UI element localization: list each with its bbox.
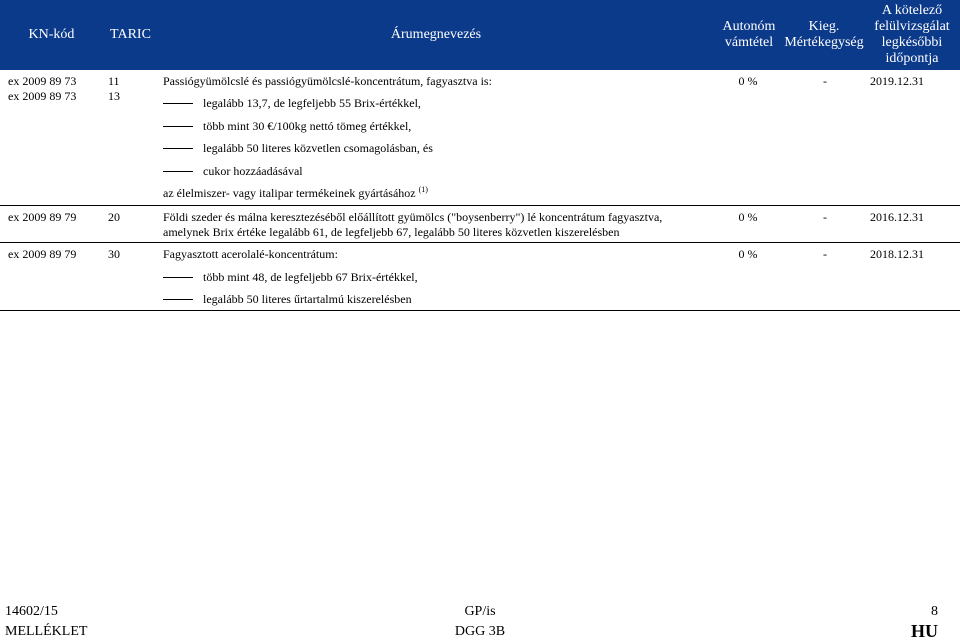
kn-code-cell: ex 2009 89 79 [8, 247, 77, 261]
row-divider [0, 205, 960, 206]
supplementary-unit-cell: - [823, 74, 827, 88]
header-description: Árumegnevezés [390, 27, 482, 42]
annex-label: MELLÉKLET [5, 624, 88, 639]
row-divider [0, 242, 960, 243]
list-item: több mint 48, de legfeljebb 67 Brix-értékkel, [163, 270, 711, 285]
autonomous-duty-cell: 0 % [738, 74, 758, 88]
list-item: legalább 13,7, de legfeljebb 55 Brix-értékkel, [163, 96, 711, 111]
document-number: 14602/15 [5, 604, 58, 619]
autonomous-duty-cell: 0 % [738, 247, 758, 261]
header-kn-code: KN-kód [28, 27, 75, 42]
header-supplementary-unit: Kieg. Mértékegység [784, 19, 864, 50]
footnote-line: az élelmiszer- vagy italipar termékeinek gyártásához $^{(1)}$ [163, 185, 428, 200]
list-item: cukor hozzáadásával [163, 164, 711, 179]
review-date-cell: 2016.12.31 [870, 210, 924, 224]
header-review-date: A kötelező felülvizsgálat legkésőbbi időpontja [874, 3, 950, 66]
dg-label: DGG 3B [454, 624, 506, 639]
taric-cell: 20 [108, 210, 120, 224]
review-date-cell: 2019.12.31 [870, 74, 924, 88]
header-taric: TARIC [110, 27, 151, 42]
taric-cell: 30 [108, 247, 120, 261]
header-autonomous-duty: Autonóm vámtétel [722, 19, 776, 50]
table-header [0, 0, 960, 70]
taric-cell: 11 13 [108, 74, 120, 103]
list-item: több mint 30 €/100kg nettó tömeg értékkel, [163, 119, 711, 134]
supplementary-unit-cell: - [823, 247, 827, 261]
list-item: legalább 50 literes űrtartalmú kiszerelésben [163, 292, 711, 307]
page-number: 8 [931, 604, 938, 619]
list-item: legalább 50 literes közvetlen csomagolásban, és [163, 141, 711, 156]
description-cell: Fagyasztott acerolalé-koncentrátum: [163, 247, 338, 261]
kn-code-cell: ex 2009 89 79 [8, 210, 77, 224]
autonomous-duty-cell: 0 % [738, 210, 758, 224]
review-date-cell: 2018.12.31 [870, 247, 924, 261]
language-code: HU [911, 621, 938, 641]
supplementary-unit-cell: - [823, 210, 827, 224]
description-cell: Passiógyümölcslé és passiógyümölcslé-koncentrátum, fagyasztva is: [163, 74, 492, 88]
description-cell: Földi szeder és málna keresztezéséből előállított gyümölcs ("boysenberry") lé koncentrátum fagyasztva, amelynek Brix értéke legalább 61, de legfeljebb 67, legalább 50 literes közvetlen kiszerelésben [163, 210, 663, 239]
row-divider [0, 310, 960, 311]
kn-code-cell: ex 2009 89 73 ex 2009 89 73 [8, 74, 77, 103]
initials: GP/is [464, 604, 496, 619]
footnote-ref: (1) [418, 185, 428, 194]
